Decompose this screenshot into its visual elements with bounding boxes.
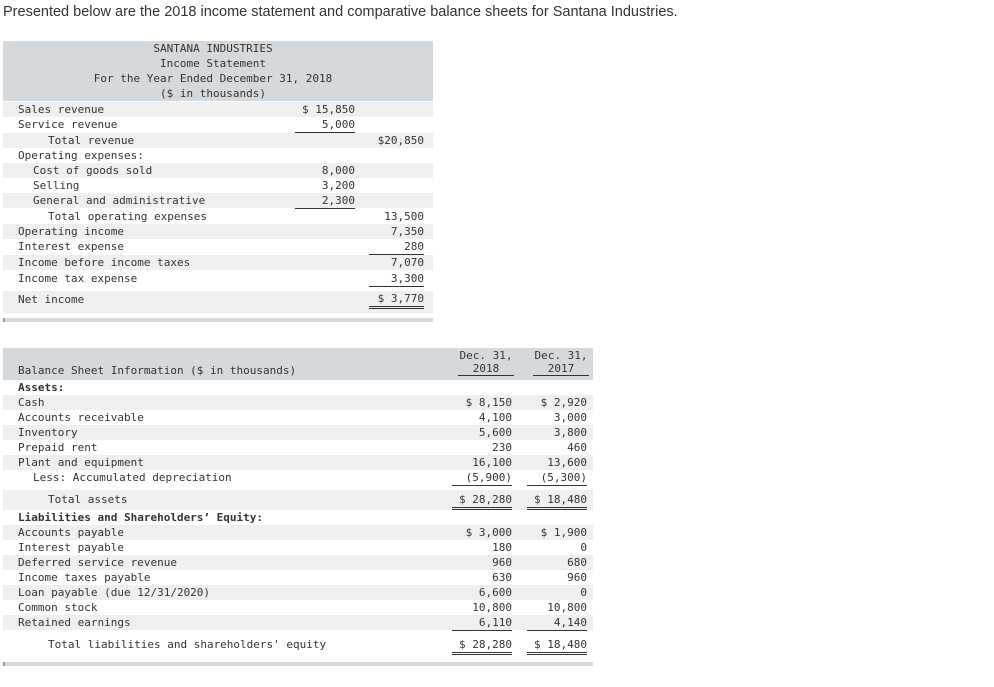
balance-row-label: Common stock <box>18 601 98 614</box>
income-row <box>3 117 433 132</box>
balance-value-2018: $ 3,000 <box>465 526 512 539</box>
income-row-label: Income tax expense <box>18 272 138 285</box>
col-header-2017-line1: Dec. 31, <box>534 349 588 362</box>
balance-value-2017: $ 18,480 <box>527 492 587 510</box>
income-row-label: Selling <box>33 179 80 192</box>
balance-value-2017: 960 <box>567 571 587 584</box>
statement-period: For the Year Ended December 31, 2018 <box>93 72 333 85</box>
company-name: SANTANA INDUSTRIES <box>153 42 273 55</box>
income-row-label: Sales revenue <box>18 103 105 116</box>
balance-value-2017: $ 1,900 <box>540 526 587 539</box>
balance-sheet-header <box>3 348 593 380</box>
balance-value-2018: $ 8,150 <box>465 396 512 409</box>
balance-row <box>3 615 593 630</box>
balance-row <box>3 585 593 600</box>
balance-row <box>3 470 593 485</box>
balance-row-label: Less: Accumulated depreciation <box>33 471 232 484</box>
balance-row <box>3 410 593 425</box>
balance-row-label: Plant and equipment <box>18 456 144 469</box>
balance-row <box>3 455 593 470</box>
income-row-label: Income before income taxes <box>18 256 191 269</box>
balance-row-label: Total assets <box>48 493 128 506</box>
balance-row <box>3 510 593 525</box>
balance-row <box>3 600 593 615</box>
income-row <box>3 133 433 148</box>
col-header-2018 <box>452 349 520 376</box>
balance-value-2018: 630 <box>492 571 512 584</box>
balance-sheet-title: Balance Sheet Information ($ in thousands) <box>18 364 297 377</box>
balance-row-label: Retained earnings <box>18 616 131 629</box>
balance-row-label: Income taxes payable <box>18 571 151 584</box>
income-row <box>3 239 433 254</box>
income-row <box>3 224 433 239</box>
income-statement-bottom-bar <box>3 318 433 322</box>
income-row-amount: 5,000 <box>295 117 355 133</box>
balance-value-2017: 10,800 <box>547 601 587 614</box>
income-row-total: 280 <box>369 239 424 255</box>
income-row <box>3 193 433 208</box>
balance-value-2018: 5,600 <box>478 426 512 439</box>
balance-sheet-table <box>3 348 593 658</box>
balance-row <box>3 555 593 570</box>
balance-value-2018: $ 28,280 <box>452 492 512 510</box>
income-row-total: 7,350 <box>390 225 424 238</box>
balance-row <box>3 490 593 510</box>
income-row-amount: $ 15,850 <box>302 103 355 116</box>
income-row-label: Total revenue <box>48 134 135 147</box>
income-row-total: 7,070 <box>390 256 424 269</box>
balance-row <box>3 395 593 410</box>
balance-value-2017: 3,000 <box>553 411 587 424</box>
balance-value-2017: $ 18,480 <box>527 637 587 655</box>
balance-row <box>3 380 593 395</box>
balance-value-2017: 0 <box>580 586 587 599</box>
income-statement-table <box>3 41 433 316</box>
balance-value-2018: $ 28,280 <box>452 637 512 655</box>
balance-value-2018: 230 <box>492 441 512 454</box>
balance-sheet-bottom-bar <box>3 662 593 666</box>
col-header-2017 <box>527 349 595 376</box>
income-row-amount: 8,000 <box>321 164 355 177</box>
balance-value-2017: 3,800 <box>553 426 587 439</box>
balance-row <box>3 440 593 455</box>
income-row-label: Operating expenses: <box>18 149 144 162</box>
balance-value-2018: 6,600 <box>478 586 512 599</box>
balance-value-2017: (5,300) <box>527 470 587 486</box>
balance-row-label: Cash <box>18 396 45 409</box>
balance-row-label: Prepaid rent <box>18 441 98 454</box>
income-row <box>3 178 433 193</box>
income-row <box>3 102 433 117</box>
balance-row-label: Accounts receivable <box>18 411 144 424</box>
income-row-amount: 2,300 <box>295 193 355 209</box>
balance-value-2017: 460 <box>567 441 587 454</box>
income-row-label: Cost of goods sold <box>33 164 153 177</box>
balance-value-2018: 6,110 <box>452 615 512 631</box>
income-row-label: Interest expense <box>18 240 124 253</box>
intro-text: Presented below are the 2018 income statement and comparative balance sheets for Santana Industries. <box>3 4 678 20</box>
balance-row <box>3 425 593 440</box>
balance-row-label: Liabilities and Shareholders’ Equity: <box>18 511 264 524</box>
balance-row <box>3 540 593 555</box>
income-row <box>3 148 433 163</box>
balance-row-label: Inventory <box>18 426 78 439</box>
balance-value-2017: 4,140 <box>527 615 587 631</box>
income-row-total: 3,300 <box>369 271 424 287</box>
income-row <box>3 163 433 178</box>
income-row-total: $20,850 <box>377 134 424 147</box>
balance-value-2018: 180 <box>492 541 512 554</box>
income-row-total: 13,500 <box>369 209 424 225</box>
balance-value-2018: 4,100 <box>478 411 512 424</box>
income-row-label: Net income <box>18 293 85 306</box>
col-header-2018-line2: 2018 <box>458 362 514 376</box>
income-row <box>3 291 433 313</box>
balance-row-label: Deferred service revenue <box>18 556 177 569</box>
balance-value-2017: 0 <box>580 541 587 554</box>
balance-value-2018: 960 <box>492 556 512 569</box>
income-row-label: Operating income <box>18 225 124 238</box>
income-row-label: Service revenue <box>18 118 118 131</box>
balance-value-2018: 16,100 <box>472 456 512 469</box>
income-row <box>3 271 433 286</box>
balance-row <box>3 525 593 540</box>
balance-row-label: Accounts payable <box>18 526 124 539</box>
balance-value-2017: $ 2,920 <box>540 396 587 409</box>
balance-value-2018: 10,800 <box>472 601 512 614</box>
statement-title: Income Statement <box>160 57 266 70</box>
balance-row <box>3 635 593 655</box>
income-row-label: General and administrative <box>33 194 206 207</box>
balance-row-label: Total liabilities and shareholders' equity <box>48 638 327 651</box>
balance-row-label: Assets: <box>18 381 65 394</box>
income-row-total: $ 3,770 <box>369 291 424 309</box>
balance-row-label: Interest payable <box>18 541 124 554</box>
income-row-label: Total operating expenses <box>48 210 207 223</box>
balance-value-2017: 680 <box>567 556 587 569</box>
col-header-2018-line1: Dec. 31, <box>459 349 513 362</box>
balance-row-label: Loan payable (due 12/31/2020) <box>18 586 211 599</box>
col-header-2017-line2: 2017 <box>533 362 589 376</box>
income-statement-header <box>3 41 433 101</box>
statement-units: ($ in thousands) <box>160 87 266 100</box>
balance-row <box>3 570 593 585</box>
balance-value-2017: 13,600 <box>547 456 587 469</box>
income-row-amount: 3,200 <box>321 179 355 192</box>
balance-value-2018: (5,900) <box>452 470 512 486</box>
income-row <box>3 209 433 224</box>
income-row <box>3 255 433 270</box>
